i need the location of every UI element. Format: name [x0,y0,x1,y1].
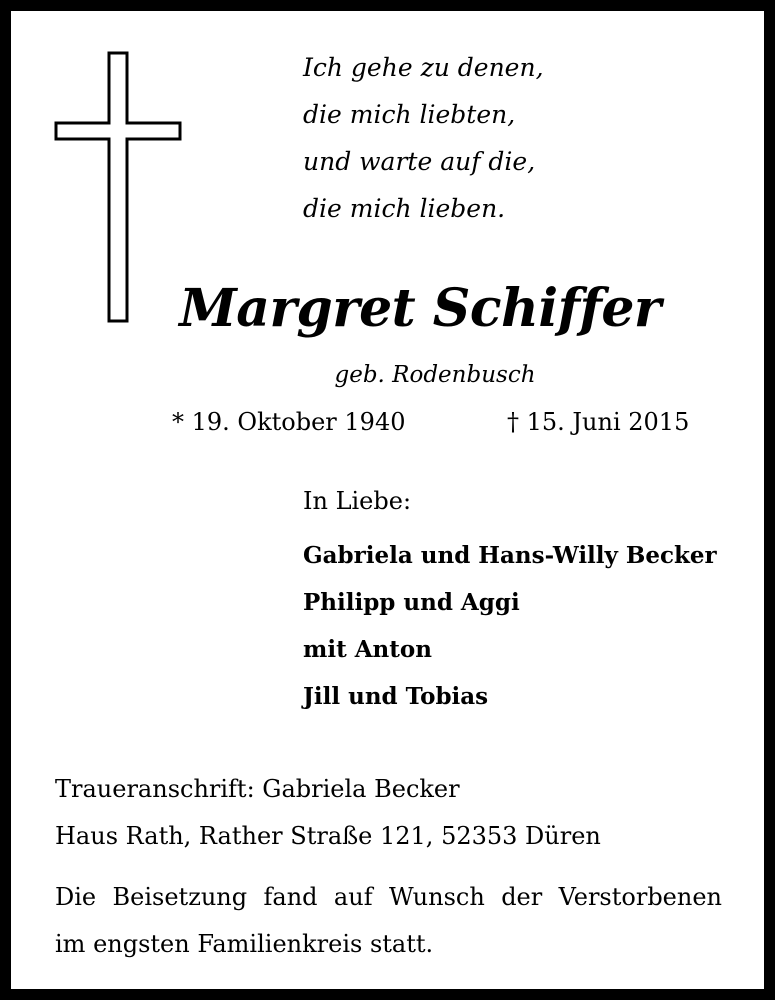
mourning-address [55,766,601,860]
deceased-name: Margret Schiffer [179,278,661,339]
mourner-name: mit Anton [303,636,432,663]
address-line: Haus Rath, Rather Straße 121, 52353 Düren [55,822,601,850]
address-line: Traueranschrift: Gabriela Becker [55,775,460,803]
notice-word: der [501,883,543,911]
notice-word: Beisetzung [112,883,248,911]
notice-word: Die [55,883,97,911]
death-date: † 15. Juni 2015 [507,408,690,436]
notice-word: fand [263,883,318,911]
poem [303,44,544,232]
poem-line: die mich liebten, [303,100,516,129]
mourner-name: Jill und Tobias [303,683,489,710]
birth-date: * 19. Oktober 1940 [172,408,406,436]
notice-word: Verstorbenen [558,883,722,911]
mourners-intro: In Liebe: [303,487,412,515]
notice-word: auf [333,883,373,911]
poem-line: die mich lieben. [303,194,506,223]
poem-line: und warte auf die, [303,147,536,176]
notice-word: Wunsch [388,883,485,911]
notice-line: im engsten Familienkreis statt. [55,930,434,958]
notice-line [55,874,722,921]
mourners-list [303,532,717,720]
burial-notice [55,874,722,968]
mourner-name: Gabriela und Hans-Willy Becker [303,542,717,569]
birth-name: geb. Rodenbusch [334,362,536,388]
mourner-name: Philipp und Aggi [303,589,520,616]
poem-line: Ich gehe zu denen, [303,53,544,82]
